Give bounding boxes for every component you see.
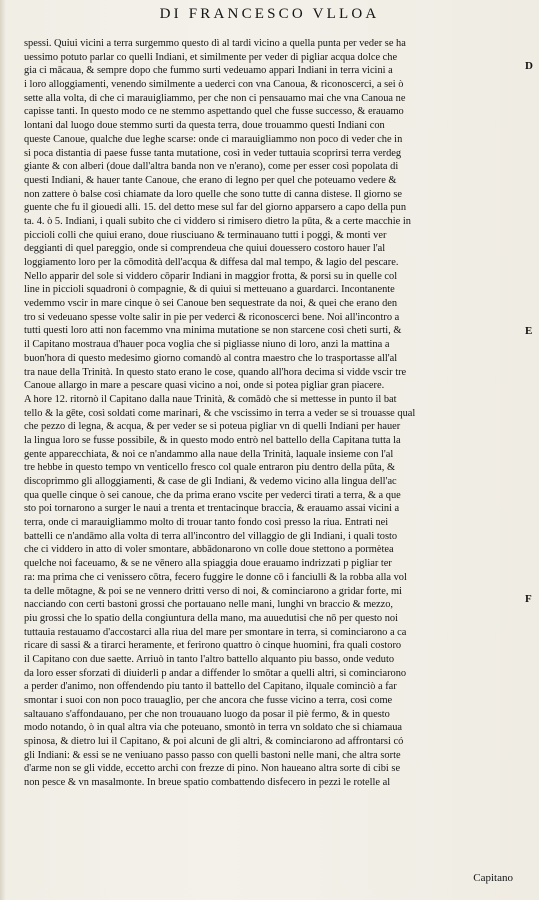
text-line: ricare di sassi & a tirarci heramente, et ferirono quattro ò cinque huomini, fra quali costoro	[24, 640, 402, 652]
text-line: vedemmo vscir in mare cinque ò sei Canoue ben sequestrate da noi, & quei che erano den	[24, 298, 398, 310]
text-line: buon'hora di questo medesimo giorno comandò al contra maestro che lo trasportasse all'al	[24, 352, 398, 364]
text-line: uessimo potuto parlar co quelli Indiani, et similmente per veder di pigliar acqua dolce che	[24, 51, 398, 63]
text-line: smontar i suoi con non poco trauaglio, per che ancora che fusse vicino a terra, così come	[24, 695, 393, 706]
text-line: qua quelle cinque ò sei canoue, che da prima erano vscite per vederci tirati a terra, & a que	[24, 489, 401, 501]
text-line: deggianti di quel pareggio, onde si comprendeua che quiui douessero costoro hauer l'al	[24, 243, 386, 255]
text-line: tuttauia restauamo d'accostarci alla riua del mare per smontare in terra, si cominciarono a ca	[24, 626, 407, 638]
text-line: ra: ma prima che ci venissero cōtra, fecero fuggire le donne cō i fanciulli & la robba alla vol	[24, 571, 407, 583]
text-line: i loro alloggiamenti, venendo similmente a uederci con vna Canoua, & riconoscerci, a sei ò	[24, 79, 404, 91]
text-line: Nello apparir del sole si viddero cōparir Indiani in maggior frotta, & porsi su in quelle col	[24, 270, 398, 282]
text-line: quelche noi faceuamo, & se ne vēnero alla spiaggia doue erauamo indrizzati p pigliar ter	[24, 558, 392, 570]
text-line: il Capitano mostraua d'hauer poca voglia che si pigliasse niuno di loro, anzi la mattina a	[24, 339, 390, 351]
margin-letter-e: E	[525, 325, 533, 337]
text-line: battelli ce n'andāmo alla volta di terra all'incontro del villaggio de gli Indiani, i quali tosto	[24, 530, 398, 542]
text-line: terra, onde ci marauigliammo molto di trouar tanto fondo così presso la riua. Entrati nei	[24, 517, 389, 529]
text-line: che pezzo di legna, & acqua, & per veder se si poteua pigliar vn di quelli Indiani per hauer	[24, 421, 401, 433]
text-line: sette alla volta, di che ci marauigliammo, per che non ci pensauamo mai che vna Canoua ne	[24, 92, 406, 104]
text-line: nacciando con certi bastoni grossi che portauano nelle mani, lunghi vn braccio & mezzo,	[24, 599, 394, 611]
text-line: queste Canoue, qualche due leghe scarse: onde ci marauigliammo non poco di veder che in	[24, 133, 403, 145]
catchword: Capitano	[473, 872, 513, 884]
margin-letter-f: F	[525, 593, 532, 605]
text-line: tello & la gēte, così soldati come marinari, & che vscissimo in terra a veder se si trouasse qual	[24, 407, 416, 419]
text-line: capisse tanti. In questo modo ce ne stemmo aspettando quel che fusse successo, & erauamo	[24, 106, 404, 118]
text-line: questi Indiani, & hauer tante Canoue, che erano di legno per quel che poteuamo vedere &	[24, 174, 397, 186]
text-line: il Capitano con due saette. Arriuò in tanto l'altro battello alquanto piu basso, onde veduto	[24, 653, 395, 665]
text-line: da loro esser sforzati di diuiderli p andar a diffender lo smōtar a quelli altri, si cominciarono	[24, 667, 407, 679]
text-line: tro si vedeuano spesse volte salir in pie per vederci & riconoscerci bene. Noi all'incontro a	[24, 311, 400, 323]
text-line: d'arme non se gli vidde, eccetto archi con frezze di pino. Non haueano altra sorte di cibi se	[24, 763, 401, 775]
text-line: non zattere ò balse così chiamate da loro quelle che sono tutte di canna distese. Il giorno se	[24, 188, 402, 200]
text-line: spinosa, & dietro lui il Capitano, & poi alcuni de gli altri, & cominciarono ad affrontarsi có	[24, 736, 404, 748]
text-line: tutti questi loro atti non facemmo vna minima mutatione se non starcene così cheti surti, &	[24, 325, 402, 337]
text-line: gli Indiani: & essi se ne veniuano passo passo con quelli bastoni nelle mani, che altra sorte	[24, 749, 401, 761]
text-line: gia ci mācaua, & sempre dopo che fummo surti vedeuamo appari Indiani in terra vicini a	[24, 65, 393, 77]
text-line: la lingua loro se fusse possibile, & in questo modo entrò nel battello della Capitana tutta la	[24, 434, 401, 446]
text-line: si poca distantia di paese fusse tanta mutatione, così in veder tuttauia scoprirsi terra verdeg	[24, 147, 402, 159]
body-text	[24, 37, 519, 790]
text-line: piu grossi che lo spatio della congiuntura della mano, ma auuedutisi che nō per questo noi	[24, 612, 398, 624]
text-line: discoprimmo gli alloggiamenti, & case de gli Indiani, & vedemo vicino alla lingua dell'ac	[24, 476, 397, 487]
text-line: Canoue allargo in mare a pescare quasi vicino a noi, onde si potea pigliar gran piacere.	[24, 380, 385, 392]
margin-letter-d: D	[525, 60, 533, 72]
text-line: tre hebbe in questo tempo vn venticello fresco col quale entraron piu dentro della pūta, &	[24, 462, 396, 474]
text-line: loggiamento loro per la cōmodità dell'acqua & diffesa dal mal tempo, & lagio del pescare.	[24, 257, 399, 268]
text-line: piccioli colli che quiui erano, doue riusciuano & terminauano tutti i poggi, & monti ver	[24, 229, 387, 241]
text-line: che ci viddero in atto di voler smontare, abbādonarono vn colle doue stettono a pormètea	[24, 544, 394, 556]
text-line: a perder d'animo, non offendendo piu tanto il battello del Capitano, ilquale cominciò a far	[24, 681, 397, 693]
text-line: ta. 4. ò 5. Indiani, i quali subito che ci viddero si rimisero dietro la pūta, & a certe macchie in	[24, 215, 411, 227]
text-line: A hore 12. ritornò il Capitano dalla naue Trinità, & comādò che si mettesse in punto il bat	[24, 393, 397, 405]
text-line: giante & con alberi (doue dall'altra banda non ve n'erano), come per esser così popolata di	[24, 161, 399, 173]
text-line: spessi. Quiui vicini a terra surgemmo questo dì al tardi vicino a quella punta per veder se ha	[24, 38, 406, 49]
text-line: line in piccioli squadroni ò compagnie, & di quiui si metteuano a guardarci. Incontanente	[24, 284, 395, 296]
text-line: saltauano s'affondauano, per che non trouauano luogo da posar il piè fermo, & in questo	[24, 708, 390, 720]
text-line: lontani dal luogo doue stemmo surti da questa terra, doue trouammo questi Indiani con	[24, 120, 385, 132]
text-line: tra naue della Trinità. In questo stato erano le cose, quando all'hora decima si vidde vscir tre	[24, 366, 407, 378]
text-line: ta delle mōtagne, & poi se ne vennero dritti verso di noi, & cominciarono a gridar forte, mi	[24, 585, 402, 597]
text-line: gente apparecchiata, & noi ce n'andammo alla naue della Trinità, laquale insieme con l'al	[24, 448, 394, 460]
text-line: modo notando, ò in qual altra via che poteuano, smontò in terra vn soldato che si chiamaua	[24, 722, 402, 734]
running-title: DI FRANCESCO VLLOA	[159, 6, 380, 22]
text-line: guente che fu il giouedi alli. 15. del detto mese sul far del giorno apparsero a capo della pun	[24, 202, 407, 214]
text-line: sto poi tornarono a surger le naui a trenta et trentacinque braccia, & erauamo assai vicini a	[24, 503, 400, 515]
text-line: non pesce & vn masalmonte. In breue spatio combattendo disfecero in pezzi le rotelle al	[24, 777, 391, 789]
